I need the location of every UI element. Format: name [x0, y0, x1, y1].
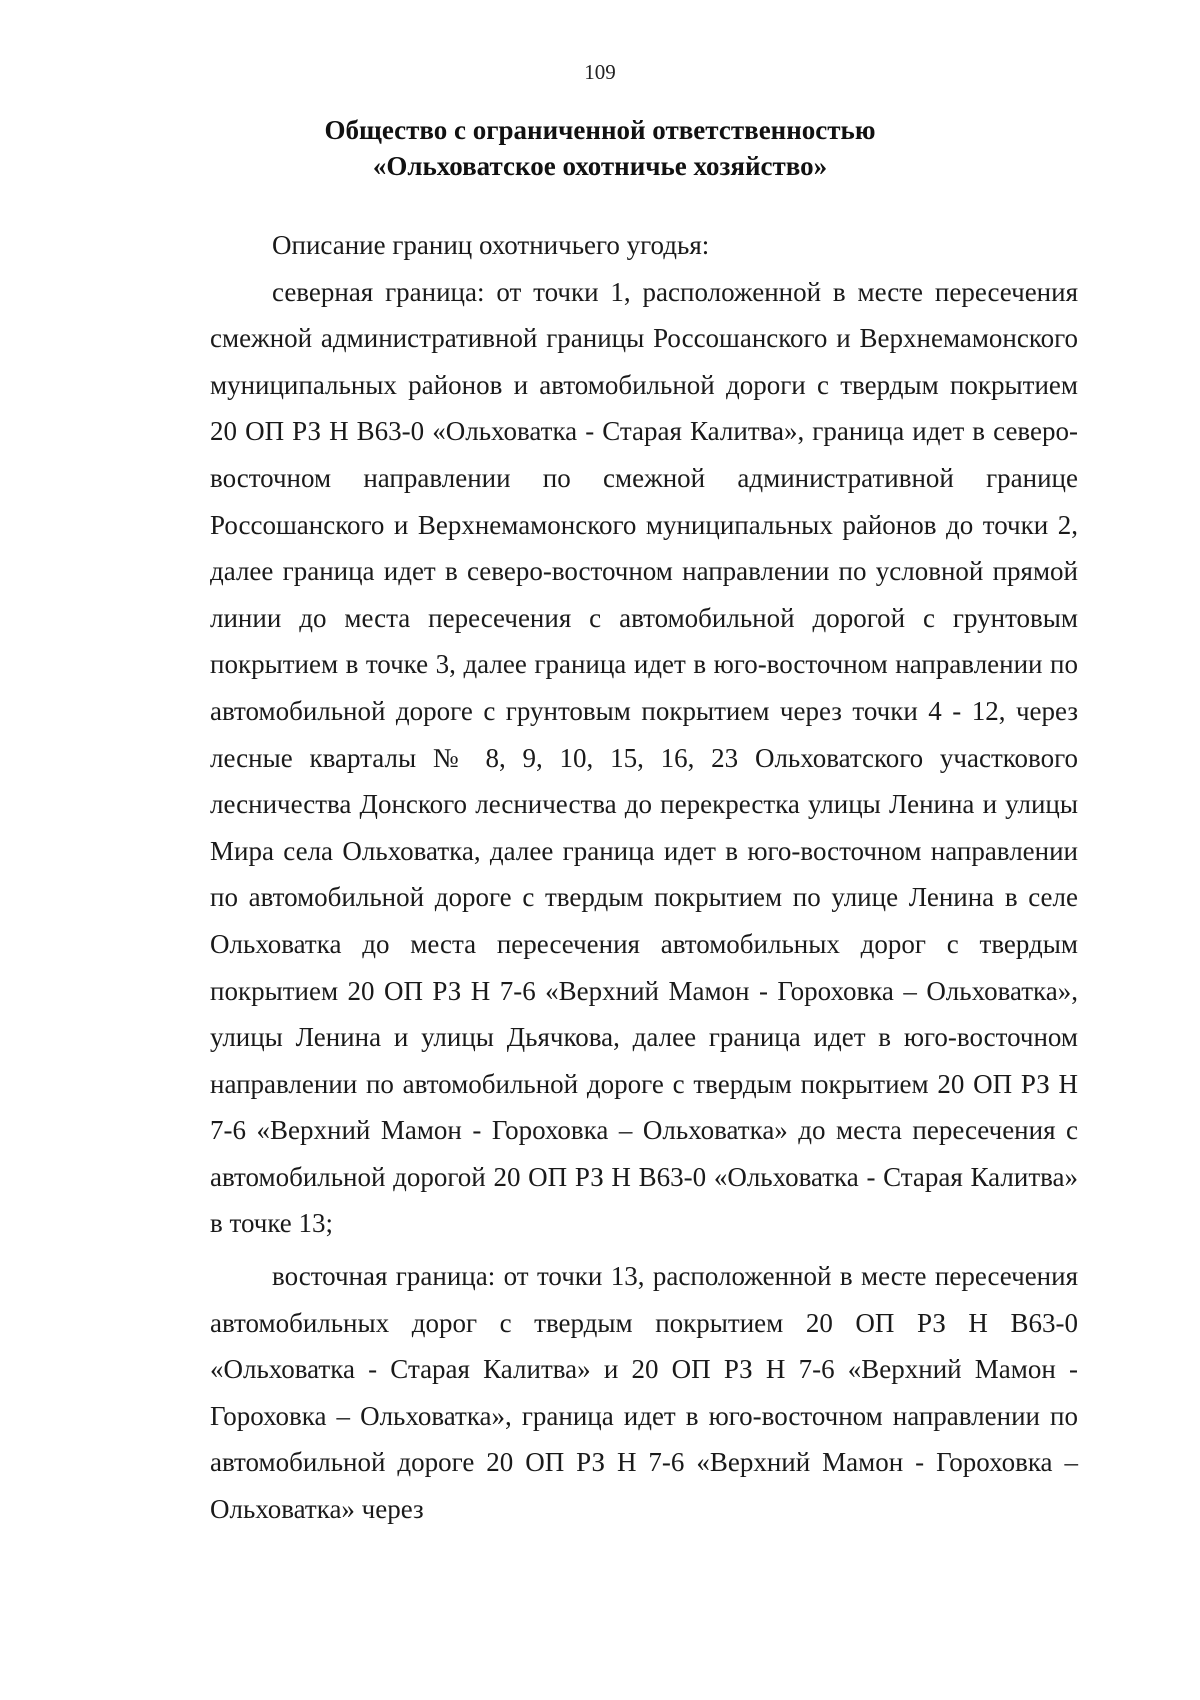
paragraph-east-border: восточная граница: от точки 13, расположенной в месте пересечения автомобильных дорог с твердым покрытием 20 ОП РЗ Н В63-0 «Ольховатка - Старая Калитва» и 20 ОП РЗ Н 7-6 «Верхний Мамон - Гороховка – Ольховатка», граница идет в юго-восточном направлении по автомобильной дороге 20 ОП РЗ Н 7-6 «Верхний Мамон - Гороховка – Ольховатка» через	[210, 1261, 1078, 1525]
paragraph-intro: Описание границ охотничьего угодья:	[272, 230, 710, 260]
title-line-1: Общество с ограниченной ответственностью	[324, 115, 876, 145]
page-number: 109	[584, 60, 616, 84]
document-body	[210, 222, 1078, 1533]
document-title	[130, 112, 1070, 184]
title-line-2: «Ольховатское охотничье хозяйство»	[372, 151, 828, 181]
paragraph-north-border: северная граница: от точки 1, расположенной в месте пересечения смежной административной границы Россошанского и Верхнемамонского муниципальных районов и автомобильной дороги с твердым покрытием 20 ОП РЗ Н В63-0 «Ольховатка - Старая Калитва», граница идет в северо-восточном направлении по смежной административной границе Россошанского и Верхнемамонского муниципальных районов до точки 2, далее граница идет в северо-восточном направлении по условной прямой линии до места пересечения с автомобильной дорогой с грунтовым покрытием в точке 3, далее граница идет в юго-восточном направлении по автомобильной дороге с грунтовым покрытием через точки 4 - 12, через лесные кварталы № 8, 9, 10, 15, 16, 23 Ольховатского участкового лесничества Донского лесничества до перекрестка улицы Ленина и улицы Мира села Ольховатка, далее граница идет в юго-восточном направлении по автомобильной дороге с твердым покрытием по улице Ленина в селе Ольховатка до места пересечения автомобильных дорог с твердым покрытием 20 ОП РЗ Н 7-6 «Верхний Мамон - Гороховка – Ольховатка», улицы Ленина и улицы Дьячкова, далее граница идет в юго-восточном направлении по автомобильной дороге с твердым покрытием 20 ОП РЗ Н 7-6 «Верхний Мамон - Гороховка – Ольховатка» до места пересечения с автомобильной дорогой 20 ОП РЗ Н В63-0 «Ольховатка - Старая Калитва» в точке 13;	[210, 276, 1078, 1239]
